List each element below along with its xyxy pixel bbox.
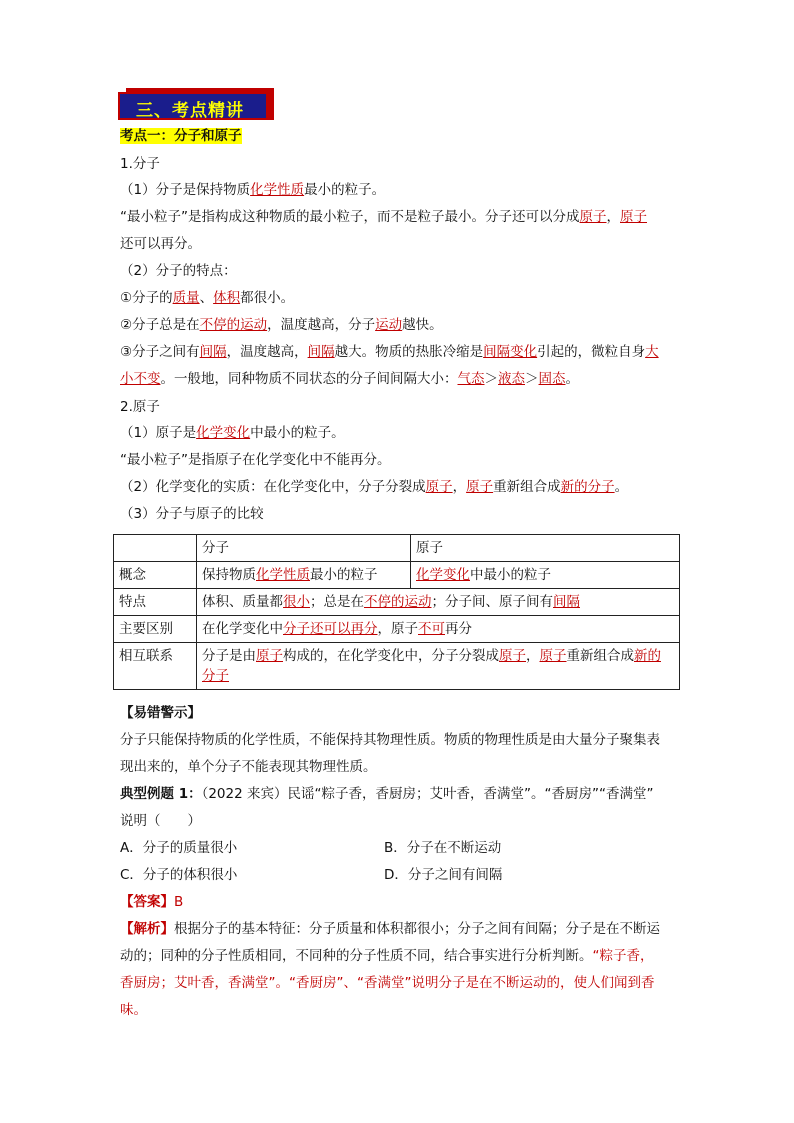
text: 分子是由	[202, 648, 256, 664]
analysis-label: 【解析】	[120, 921, 174, 937]
row-label: 主要区别	[114, 616, 197, 643]
atom-heading: 2.原子	[120, 399, 160, 415]
table-cell	[197, 616, 680, 643]
text: 都很小。	[240, 290, 295, 306]
answer-blank: 原子	[425, 479, 453, 495]
analysis-line-1	[120, 920, 660, 938]
text: ，	[606, 209, 620, 225]
text: （2）化学变化的实质：在化学变化中，分子分裂成	[120, 479, 426, 495]
text: ；总是在	[310, 594, 364, 610]
table-cell	[197, 589, 680, 616]
answer-blank: 化学变化	[416, 567, 470, 583]
text: “粽子香，	[592, 948, 654, 964]
comparison-table	[113, 534, 680, 690]
answer-blank: 间隔	[307, 344, 335, 360]
atom-note: “最小粒子”是指原子在化学变化中不能再分。	[120, 452, 391, 468]
banner-title: 三、考点精讲	[136, 101, 244, 121]
option-b: B．分子在不断运动	[384, 840, 502, 856]
text: 在化学变化中	[202, 621, 283, 637]
text: （1）原子是	[120, 425, 197, 441]
text: ＞	[484, 371, 498, 387]
answer-blank: 原子	[256, 648, 283, 664]
option-d: D．分子之间有间隔	[384, 867, 503, 883]
answer-blank: 大	[645, 344, 659, 360]
text: 最小的粒子。	[304, 182, 386, 198]
table-header: 分子	[197, 535, 411, 562]
text: ③分子之间有	[120, 344, 200, 360]
warning-text: 分子只能保持物质的化学性质，不能保持其物理性质。物质的物理性质是由大量分子聚集表	[120, 732, 660, 748]
answer-blank: 间隔	[199, 344, 227, 360]
text: 动的；同种的分子性质相同，不同种的分子性质不同，结合事实进行分析判断。	[120, 948, 593, 964]
point-title: 考点一：分子和原子	[120, 128, 242, 144]
text: 重新组合成	[493, 479, 561, 495]
example-question	[120, 785, 653, 803]
feature-3-cont	[120, 370, 579, 388]
answer-blank: 原子	[620, 209, 647, 225]
answer-blank: 气态	[457, 371, 485, 387]
text: 重新组合成	[566, 648, 634, 664]
answer-blank: 原子	[499, 648, 526, 664]
text: 中最小的粒子。	[250, 425, 345, 441]
answer-blank: 固态	[538, 371, 566, 387]
smallest-particle-note	[120, 208, 647, 226]
answer-blank: 小不变	[120, 371, 161, 387]
answer-blank: 质量	[172, 290, 200, 306]
text: ，原子	[377, 621, 418, 637]
answer-blank: 间隔变化	[483, 344, 538, 360]
answer-blank: 运动	[375, 317, 403, 333]
text: ，温度越高，分子	[267, 317, 376, 333]
text: 。	[565, 371, 579, 387]
text: 越大。物质的热胀冷缩是	[334, 344, 484, 360]
answer-blank: 间隔	[553, 594, 580, 610]
answer-blank: 不停的运动	[364, 594, 432, 610]
atom-definition	[120, 424, 345, 442]
answer-blank: 化学性质	[256, 567, 310, 583]
text: （2022 来宾）民谣“粽子香，香厨房；艾叶香，香满堂”。“香厨房”“香满堂”	[201, 786, 654, 802]
text: ；分子间、原子间有	[431, 594, 553, 610]
comparison-heading: （3）分子与原子的比较	[120, 506, 264, 522]
text: 保持物质	[202, 567, 256, 583]
answer-blank: 不停的运动	[199, 317, 268, 333]
text: 越快。	[402, 317, 443, 333]
text: “最小粒子”是指构成这种物质的最小粒子，而不是粒子最小。分子还可以分成	[120, 209, 580, 225]
text: 再分	[445, 621, 472, 637]
answer-blank: 不可	[418, 621, 445, 637]
example-question-cont: 说明（ ）	[120, 813, 201, 829]
text: 构成的，在化学变化中，分子分裂成	[283, 648, 499, 664]
text: ①分子的	[120, 290, 173, 306]
answer-blank: 原子	[466, 479, 494, 495]
table-row	[114, 589, 680, 616]
warning-title: 【易错警示】	[120, 705, 201, 721]
feature-2	[120, 316, 443, 334]
table-row	[114, 616, 680, 643]
example-label: 典型例题 1：	[120, 786, 202, 802]
text: 体积、质量都	[202, 594, 283, 610]
molecule-heading: 1.分子	[120, 156, 160, 172]
analysis-line-2	[120, 947, 654, 965]
text: ，温度越高，	[226, 344, 308, 360]
text: ＞	[525, 371, 539, 387]
answer-line	[120, 893, 183, 911]
section-banner	[118, 88, 274, 124]
text: 、	[199, 290, 214, 306]
text: ，	[452, 479, 467, 495]
text: ②分子总是在	[120, 317, 200, 333]
option-c: C．分子的体积很小	[120, 867, 238, 883]
answer-blank: 化学变化	[196, 425, 251, 441]
answer-blank: 分子	[202, 668, 229, 684]
chemical-change-essence	[120, 478, 628, 496]
text: ，	[526, 648, 540, 664]
analysis-line-3: 香厨房；艾叶香，香满堂”。“香厨房”、“香满堂”说明分子是在不断运动的，使人们闻到香	[120, 975, 655, 991]
table-cell	[114, 535, 197, 562]
answer-blank: 很小	[283, 594, 310, 610]
table-header: 原子	[411, 535, 680, 562]
answer-value: B	[174, 894, 184, 910]
text: 根据分子的基本特征：分子质量和体积都很小；分子之间有间隔；分子是在不断运	[174, 921, 660, 937]
answer-label: 【答案】	[120, 894, 174, 910]
text: 。	[614, 479, 629, 495]
answer-blank: 新的	[634, 648, 661, 664]
text: 中最小的粒子	[470, 567, 551, 583]
text: 。一般地，同种物质不同状态的分子间间隔大小：	[160, 371, 458, 387]
molecule-features-heading: （2）分子的特点：	[120, 263, 237, 279]
row-label: 特点	[114, 589, 197, 616]
answer-blank: 液态	[498, 371, 525, 387]
text: （1）分子是保持物质	[120, 182, 251, 198]
answer-blank: 化学性质	[250, 182, 305, 198]
table-cell	[197, 562, 411, 589]
row-label: 概念	[114, 562, 197, 589]
answer-blank: 体积	[213, 290, 241, 306]
answer-blank: 原子	[539, 648, 567, 664]
point-title-line	[120, 127, 242, 145]
answer-blank: 新的分子	[560, 479, 615, 495]
feature-1	[120, 289, 294, 307]
table-row	[114, 535, 680, 562]
analysis-line-4: 味。	[120, 1002, 147, 1018]
text: 引起的，微粒自身	[537, 344, 646, 360]
answer-blank: 原子	[579, 209, 607, 225]
table-row	[114, 643, 680, 690]
text: 最小的粒子	[310, 567, 378, 583]
warning-text-cont: 现出来的，单个分子不能表现其物理性质。	[120, 759, 377, 775]
table-cell	[411, 562, 680, 589]
feature-3	[120, 343, 659, 361]
table-cell	[197, 643, 680, 690]
smallest-particle-note-cont: 还可以再分。	[120, 236, 201, 252]
molecule-definition	[120, 181, 385, 199]
row-label: 相互联系	[114, 643, 197, 690]
answer-blank: 分子还可以再分	[283, 621, 378, 637]
table-row	[114, 562, 680, 589]
option-a: A．分子的质量很小	[120, 840, 238, 856]
